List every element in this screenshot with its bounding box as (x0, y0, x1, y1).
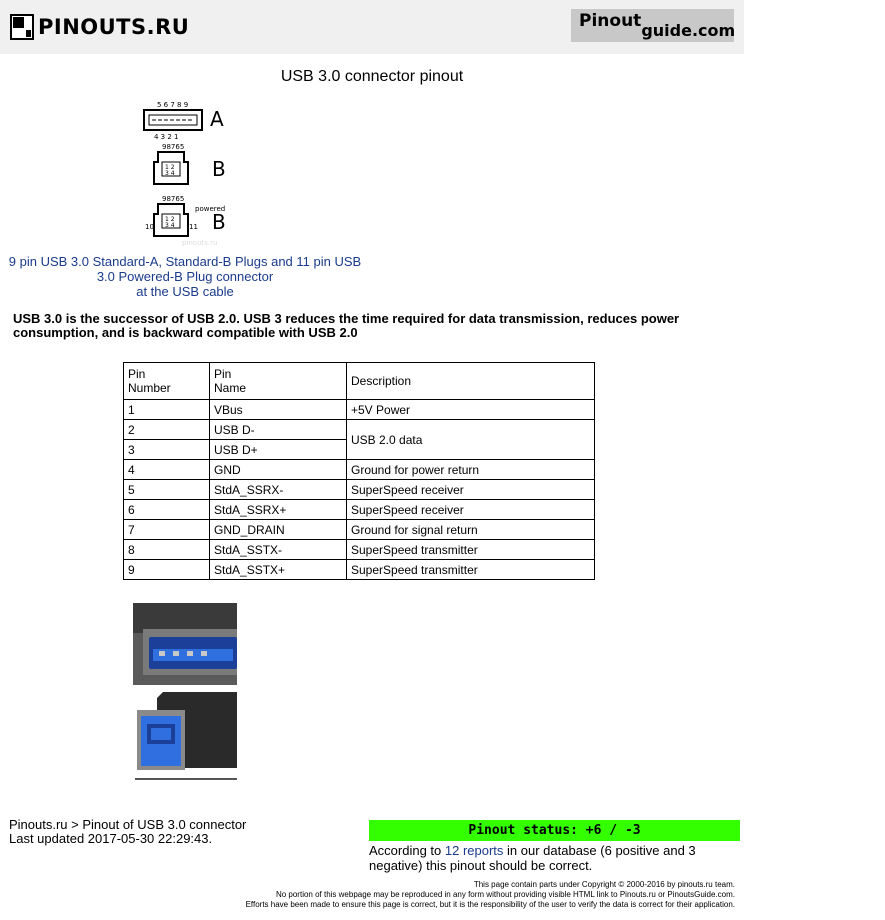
status-text: According to 12 reports in our database (6 positive and 3 negative) this pinout should be correct. (369, 843, 696, 873)
a-bottom-pins: 4 3 2 1 (154, 133, 179, 141)
intro-text: USB 3.0 is the successor of USB 2.0. USB 3 reduces the time required for data transmission, reduces power consumption, and is backward compatible with USB 2.0 (13, 311, 680, 340)
copyright-notice: This page contain parts under Copyright © 2000-2016 by pinouts.ru team. No portion of this webpage may be reproduced in any form without providing visible HTML link to Pinouts.ru or PinoutsGuide.com. Efforts have been made to ensure this page is correct, but it is the responsibility of the user to verify the data is correct for their application. (245, 880, 735, 909)
pinout-status-bar: Pinout status: +6 / -3 (369, 820, 740, 841)
table-row: 4 GND Ground for power return (124, 460, 595, 480)
table-row: 6 StdA_SSRX+ SuperSpeed receiver (124, 500, 595, 520)
table-header (124, 363, 595, 400)
usb-a-connector (144, 101, 202, 141)
svg-text:1 2: 1 2 (165, 164, 175, 171)
b-top-pins: 98765 (162, 143, 185, 151)
svg-text:3 4: 3 4 (165, 222, 175, 229)
header-pin-name: Pin Name (210, 363, 347, 400)
table-row: 8 StdA_SSTX- SuperSpeed transmitter (124, 540, 595, 560)
logo-text-main: Pinout (579, 10, 642, 31)
usb-a-plug-photo (133, 603, 237, 685)
powered-text: powered (195, 205, 226, 213)
table-row: 5 StdA_SSRX- SuperSpeed receiver (124, 480, 595, 500)
table-row: 9 StdA_SSTX+ SuperSpeed transmitter (124, 560, 595, 580)
logo-text-sub: guide.com (641, 21, 736, 40)
connector-icon (10, 14, 34, 40)
header-description: Description (347, 363, 595, 400)
footer-left (9, 818, 246, 846)
bp-left-pin: 10 (145, 223, 154, 231)
table-row: 7 GND_DRAIN Ground for signal return (124, 520, 595, 540)
label-b-powered: B (212, 210, 226, 234)
bp-top-pins: 98765 (162, 195, 185, 203)
watermark: pinouts.ru (182, 239, 218, 247)
a-top-pins: 5 6 7 8 9 (157, 101, 189, 109)
pinoutguide-logo[interactable] (571, 9, 734, 42)
svg-text:1 2: 1 2 (165, 216, 175, 223)
table-row: 2 USB D- USB 2.0 data (124, 420, 595, 440)
header-pin-number: Pin Number (124, 363, 210, 400)
table-row: 3 USB D+ (124, 440, 595, 460)
label-a: A (210, 107, 224, 131)
usb-b-plug-photo (133, 688, 237, 780)
table-row: 1 VBus +5V Power (124, 400, 595, 420)
page-title: USB 3.0 connector pinout (280, 68, 464, 85)
pinout-table (123, 362, 595, 580)
reports-link[interactable]: 12 reports (444, 843, 504, 858)
pinouts-logo[interactable] (10, 12, 189, 42)
label-b: B (212, 157, 226, 181)
logo-text: PINOUTS.RU (38, 15, 190, 39)
last-updated: Last updated 2017-05-30 22:29:43. (9, 831, 213, 846)
site-header (0, 0, 744, 54)
usb-b-connector (154, 143, 188, 184)
breadcrumb: Pinouts.ru > Pinout of USB 3.0 connector (9, 817, 247, 832)
diagram-caption: 9 pin USB 3.0 Standard-A, Standard-B Plugs and 11 pin USB 3.0 Powered-B Plug connector at the USB cable (8, 254, 362, 299)
bp-right-pin: 11 (189, 223, 198, 231)
svg-text:3 4: 3 4 (165, 170, 175, 177)
